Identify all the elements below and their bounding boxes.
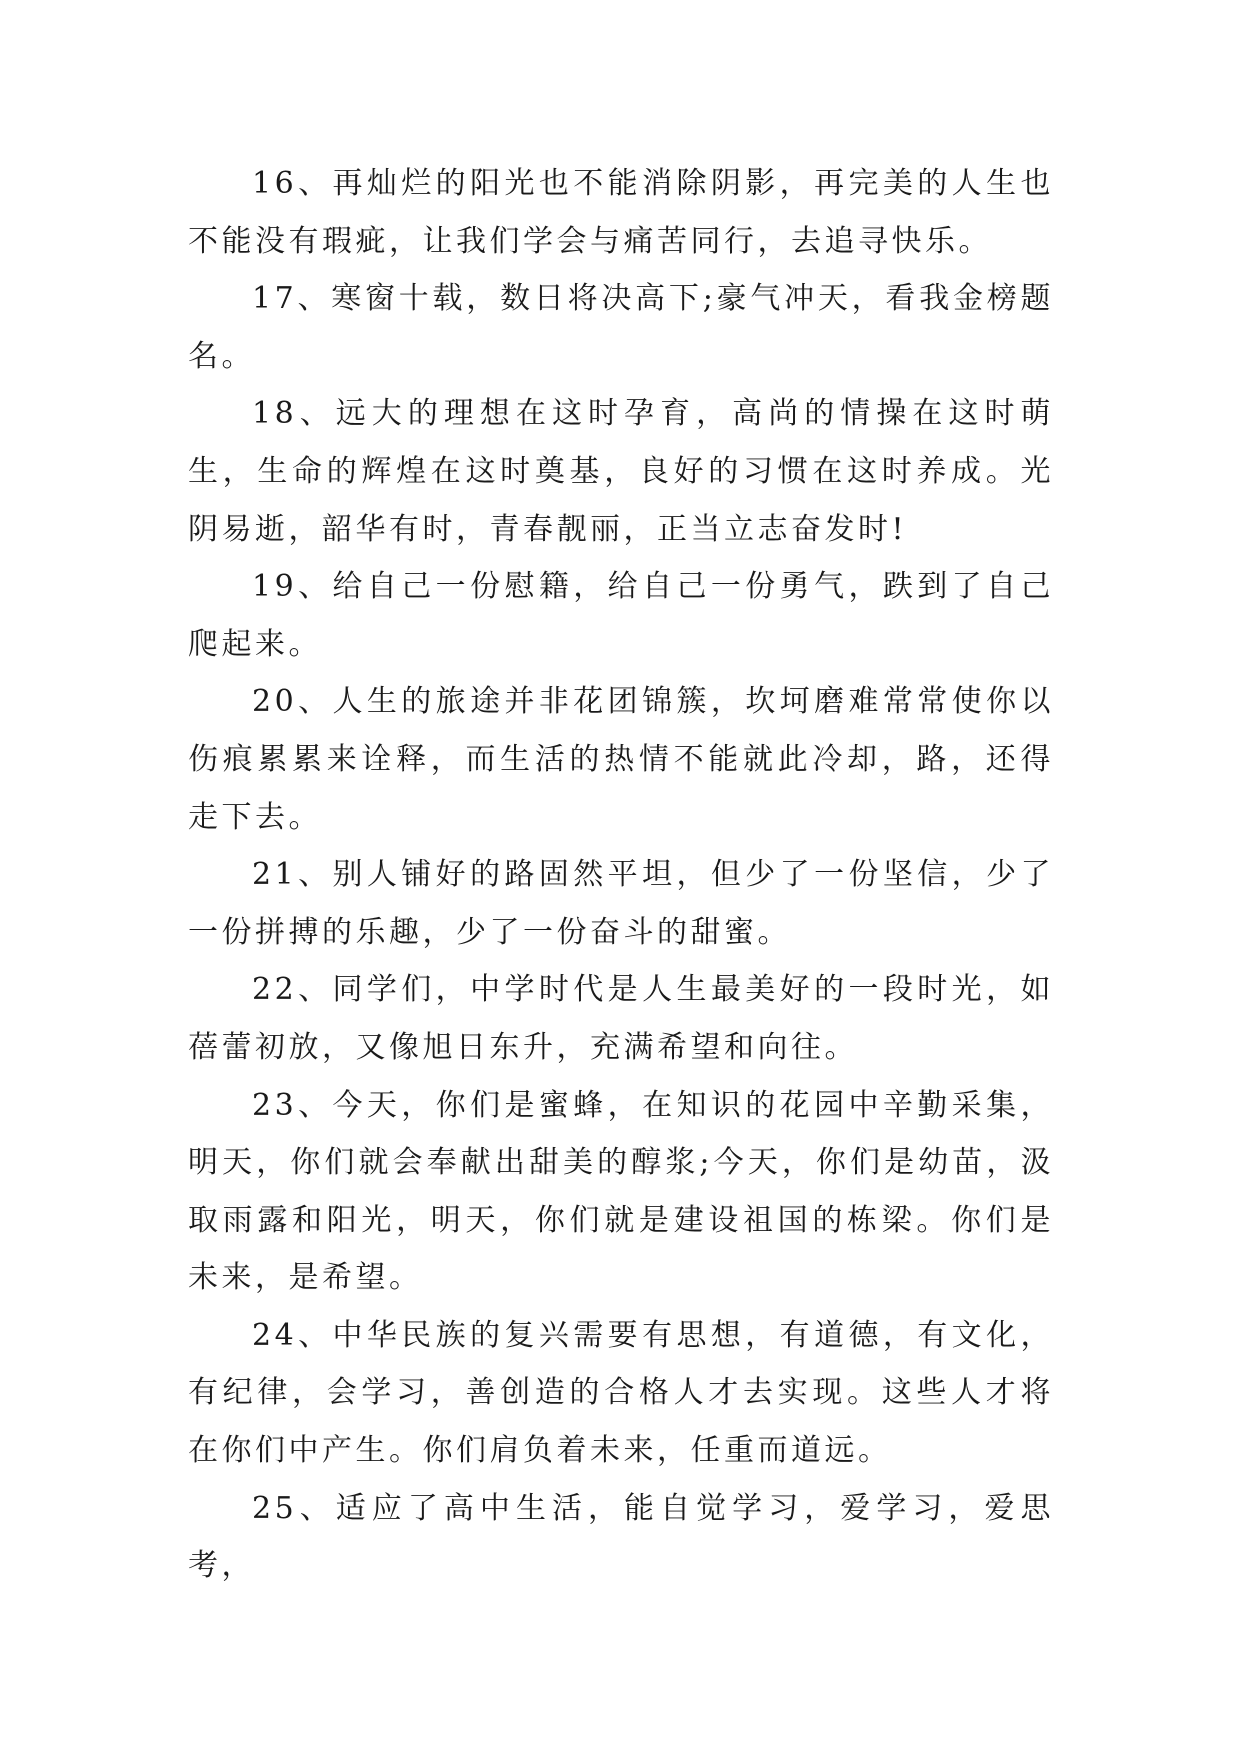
paragraph-22: 22、同学们，中学时代是人生最美好的一段时光，如蓓蕾初放，又像旭日东升，充满希望和向往。 [188, 972, 1054, 1065]
paragraph-21: 21、别人铺好的路固然平坦，但少了一份坚信，少了一份拼搏的乐趣，少了一份奋斗的甜蜜。 [188, 857, 1054, 950]
document-body [188, 155, 1054, 1595]
paragraph-18: 18、远大的理想在这时孕育，高尚的情操在这时萌生，生命的辉煌在这时奠基，良好的习惯在这时养成。光阴易逝，韶华有时，青春靓丽，正当立志奋发时! [188, 396, 1054, 547]
paragraph-24: 24、中华民族的复兴需要有思想，有道德，有文化，有纪律，会学习，善创造的合格人才去实现。这些人才将在你们中产生。你们肩负着未来，任重而道远。 [188, 1317, 1054, 1469]
paragraph-25: 25、适应了高中生活，能自觉学习，爱学习，爱思考， [188, 1490, 1054, 1584]
paragraph-20: 20、人生的旅途并非花团锦簇，坎坷磨难常常使你以伤痕累累来诠释，而生活的热情不能就此冷却，路，还得走下去。 [188, 684, 1054, 835]
paragraph-16: 16、再灿烂的阳光也不能消除阴影，再完美的人生也不能没有瑕疵，让我们学会与痛苦同行，去追寻快乐。 [188, 166, 1054, 259]
paragraph-23: 23、今天，你们是蜜蜂，在知识的花园中辛勤采集，明天，你们就会奉献出甜美的醇浆;今天，你们是幼苗，汲取雨露和阳光，明天，你们就是建设祖国的栋梁。你们是未来，是希望。 [188, 1087, 1054, 1296]
paragraph-19: 19、给自己一份慰籍，给自己一份勇气，跌到了自己爬起来。 [188, 569, 1054, 662]
paragraph-17: 17、寒窗十载，数日将决高下;豪气冲天，看我金榜题名。 [188, 281, 1054, 374]
